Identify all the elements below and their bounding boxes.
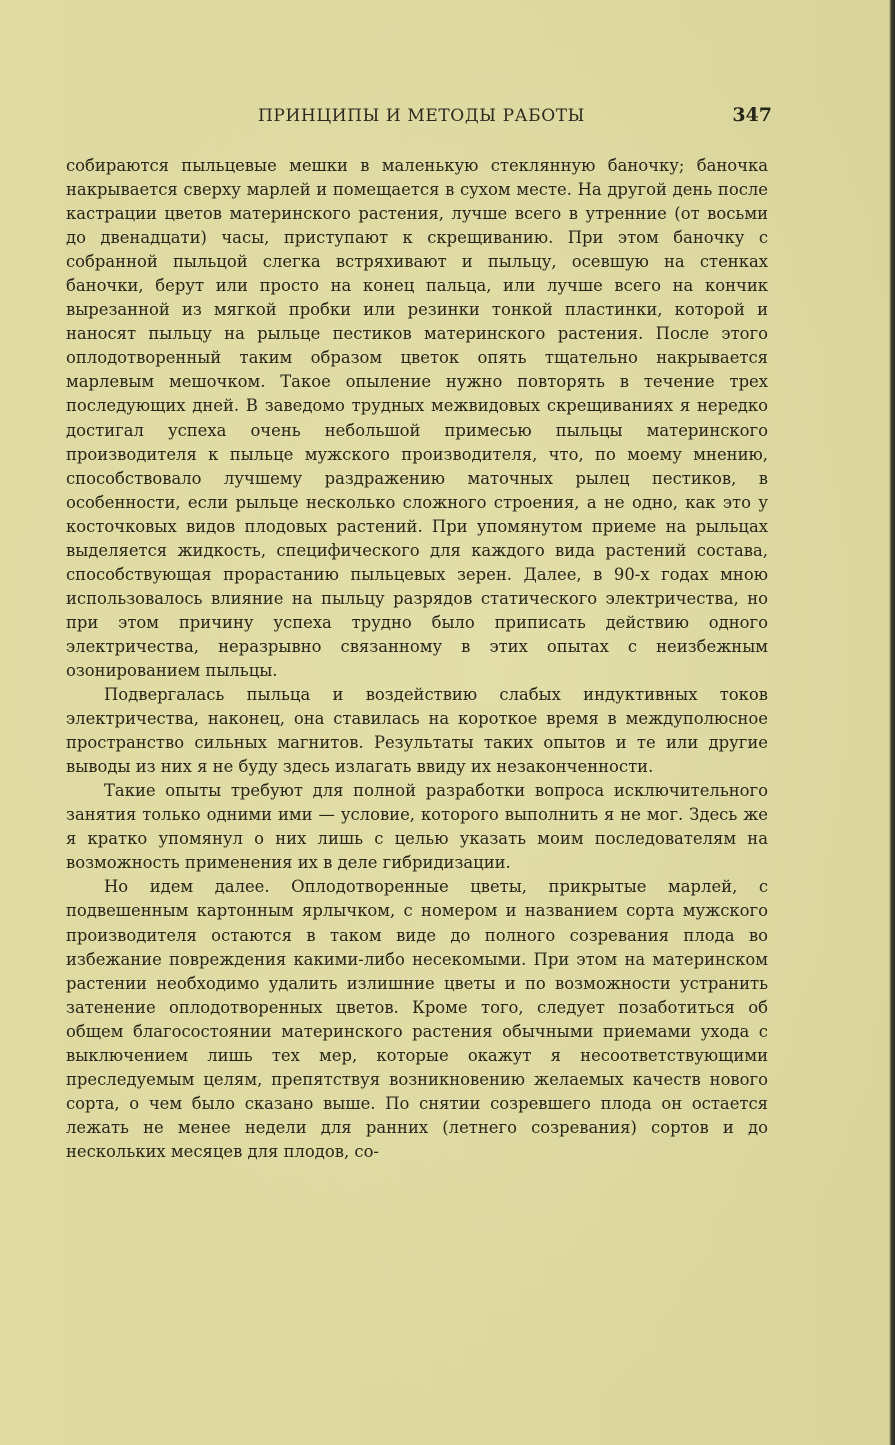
running-title: ПРИНЦИПЫ И МЕТОДЫ РАБОТЫ — [258, 106, 585, 126]
paragraph: Подвергалась пыльца и воздействию слабых индуктивных токов электричества, наконец, она ставилась на короткое время в междуполюсное пространство сильных магнитов. Результаты таких опытов и те или другие выводы из них я не буду здесь излагать ввиду их незаконченности. — [66, 685, 768, 777]
paragraph: Такие опыты требуют для полной разработки вопроса исключительного занятия только одними ими — условие, которого выполнить я не мог. Здесь же я кратко упомянул о них лишь с целью указать моим последователям на возможность применения их в деле гибридизации. — [66, 781, 768, 873]
page-number: 347 — [732, 104, 772, 126]
body-text — [66, 154, 768, 1164]
paragraph: Но идем далее. Оплодотворенные цветы, прикрытые марлей, с подвешенным картонным ярлычком, с номером и названием сорта мужского производителя остаются в таком виде до полного созревания плода во избежание повреждения какими-либо несекомыми. При этом на материнском растении необходимо удалить излишние цветы и по возможности устранить затенение оплодотворенных цветов. Кроме того, следует позаботиться об общем благосостоянии материнского растения обычными приемами ухода с выключением лишь тех мер, которые окажут я несоответствующими преследуемым целям, препятствуя возникновению желаемых качеств нового сорта, о чем было сказано выше. По снятии созревшего плода он остается лежать не менее недели для ранних (летнего созревания) сортов и до нескольких месяцев для плодов, со- — [66, 877, 768, 1161]
paragraph-continued: собираются пыльцевые мешки в маленькую стеклянную баночку; баночка накрывается сверху марлей и помещается в сухом месте. На другой день после кастрации цветов материнского растения, лучше всего в утренние (от восьми до двенадцати) часы, приступают к скрещиванию. При этом баночку с собранной пыльцой слегка встряхивают и пыльцу, осевшую на стенках баночки, берут или просто на конец пальца, или лучше всего на кончик вырезанной из мягкой пробки или резинки тонкой пластинки, которой и наносят пыльцу на рыльце пестиков материнского растения. После этого оплодотворенный таким образом цветок опять тщательно накрывается марлевым мешочком. Такое опыление нужно повторять в течение трех последующих дней. В заведомо трудных межвидовых скрещиваниях я нередко достигал успеха очень небольшой примесью пыльцы материнского производителя к пыльце мужского производителя, что, по моему мнению, способствовало лучшему раздражению маточных рылец пестиков, в особенности, если рыльце несколько сложного строения, а не одно, как это у косточковых видов плодовых растений. При упомянутом приеме на рыльцах выделяется жидкость, специфического для каждого вида растений состава, способствующая прорастанию пыльцевых зерен. Далее, в 90-х годах мною использовалось влияние на пыльцу разрядов статического электричества, но при этом причину успеха трудно было приписать действию одного электричества, неразрывно связанному в этих опытах с неизбежным озонированием пыльцы. — [66, 156, 768, 680]
page-header — [66, 106, 772, 130]
page-edge-shadow — [889, 0, 895, 1445]
